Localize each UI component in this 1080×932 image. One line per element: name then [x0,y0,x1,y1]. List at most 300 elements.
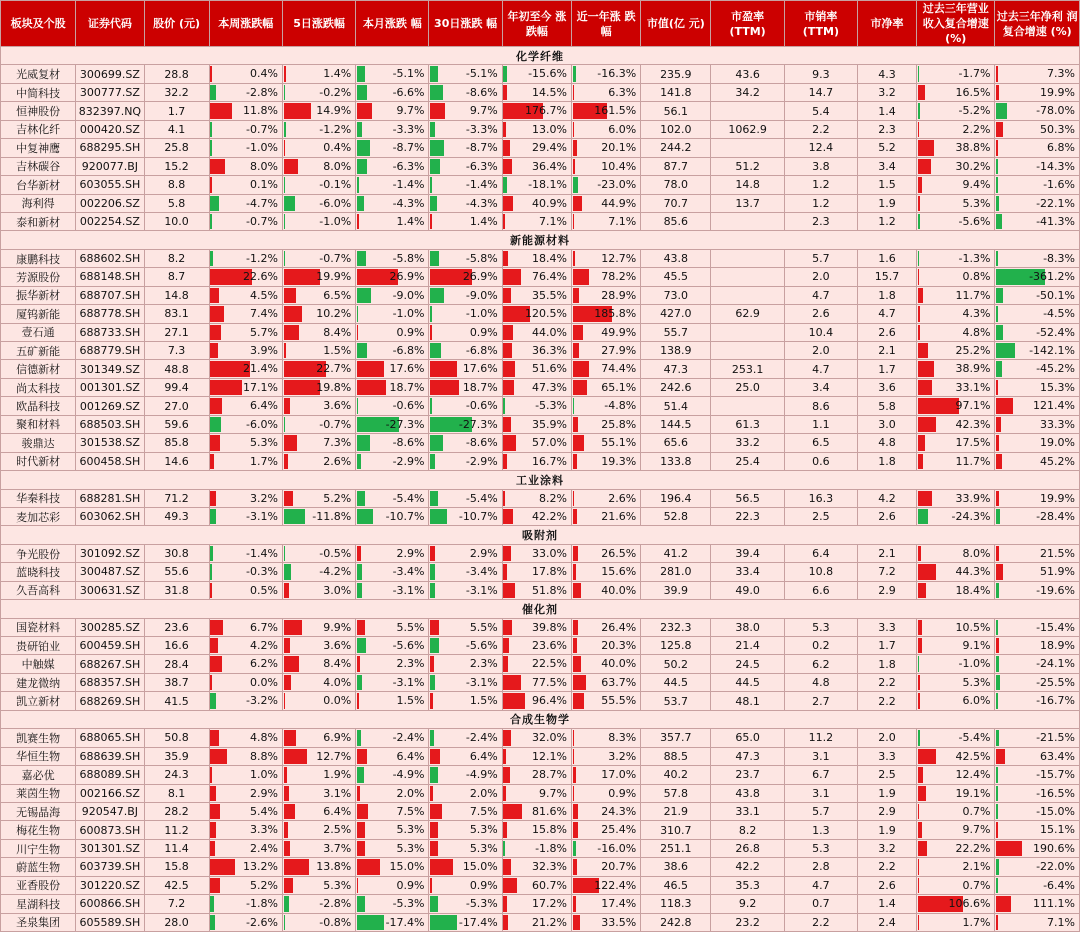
value-np_cagr: 18.9% [1040,639,1075,652]
value-np_cagr: 7.1% [1047,915,1075,929]
cell-pe: 38.0 [711,618,784,636]
value-ytd: 16.7% [532,454,567,468]
value-week: -1.8% [246,897,278,911]
value-month: 2.3% [396,657,425,671]
cell-ytd [502,802,571,820]
value-d5: 6.5% [323,288,352,302]
value-d5: 3.7% [323,841,352,855]
cell-mcap: 38.6 [641,858,711,876]
value-ytd: 96.4% [532,694,567,708]
cell-y1 [571,83,640,101]
value-month: 18.7% [389,380,425,394]
section-title: 工业涂料 [1,471,1080,489]
cell-ps: 12.4 [784,139,857,157]
cell-y1 [571,268,640,286]
cell-ytd [502,876,571,894]
value-week: -3.1% [246,509,278,523]
cell-rev_cagr [917,305,995,323]
value-month: 26.9% [389,270,425,284]
value-rev_cagr: 9.4% [962,178,991,192]
value-d5: -0.7% [319,251,352,265]
value-week: 6.2% [249,657,278,671]
cell-d30 [429,692,502,710]
cell-ytd [502,176,571,194]
header-name: 板块及个股 [1,1,76,47]
value-week: -3.2% [246,694,278,708]
cell-month [356,581,429,599]
value-ytd: 76.4% [532,270,567,284]
cell-code: 600866.SH [76,895,144,913]
cell-month [356,212,429,230]
value-d5: 3.6% [323,639,352,652]
value-ytd: 17.2% [532,897,567,911]
header-pb: 市净率 [858,1,917,47]
value-d5: 0.4% [323,141,352,155]
cell-d5 [282,397,355,415]
cell-mcap: 44.5 [641,673,711,691]
cell-ytd [502,102,571,120]
value-d30: -0.6% [465,399,498,413]
value-week: 22.6% [242,270,278,284]
cell-ps: 2.3 [784,212,857,230]
stock-name: 华恒生物 [1,747,76,765]
cell-ps: 4.7 [784,876,857,894]
table-row [1,342,1080,360]
cell-y1 [571,65,640,83]
cell-week [209,618,282,636]
value-d5: -0.2% [319,85,352,99]
cell-rev_cagr [917,323,995,341]
cell-d5 [282,83,355,101]
cell-month [356,858,429,876]
cell-pb: 3.4 [858,157,917,175]
value-rev_cagr: 42.5% [955,749,991,763]
table-row [1,876,1080,894]
cell-week [209,176,282,194]
cell-month [356,618,429,636]
cell-y1 [571,839,640,857]
value-ytd: 9.7% [539,786,567,800]
value-month: -2.9% [392,454,425,468]
value-d30: -2.9% [465,454,498,468]
value-d5: 2.6% [323,454,352,468]
value-ytd: 81.6% [532,804,567,818]
cell-price: 24.3 [144,766,209,784]
cell-ps: 3.1 [784,747,857,765]
value-ytd: 35.5% [532,288,567,302]
value-d30: 6.4% [469,749,498,763]
cell-d5 [282,655,355,673]
value-y1: 185.8% [594,307,637,321]
cell-ytd [502,581,571,599]
cell-code: 300285.SZ [76,618,144,636]
cell-code: 002254.SZ [76,212,144,230]
cell-y1 [571,784,640,802]
cell-week [209,729,282,747]
cell-d30 [429,637,502,655]
table-row [1,913,1080,931]
cell-d5 [282,434,355,452]
cell-d30 [429,747,502,765]
cell-ps: 8.6 [784,397,857,415]
section-row [1,526,1080,544]
value-week: 0.0% [249,675,278,689]
value-week: 3.2% [249,491,278,505]
value-ytd: 21.2% [532,915,567,929]
cell-month [356,305,429,323]
value-d30: -5.8% [465,251,498,265]
cell-rev_cagr [917,360,995,378]
table-row [1,692,1080,710]
value-ytd: 176.7% [525,104,567,118]
table-row [1,452,1080,470]
cell-mcap: 102.0 [641,120,711,138]
cell-month [356,194,429,212]
cell-rev_cagr [917,489,995,507]
value-month: 5.3% [396,841,425,855]
value-y1: 6.0% [608,122,637,136]
table-row [1,305,1080,323]
value-d30: -5.3% [465,897,498,911]
cell-ytd [502,655,571,673]
table-row [1,581,1080,599]
value-d5: 22.7% [316,362,352,376]
cell-month [356,637,429,655]
cell-d5 [282,323,355,341]
cell-d30 [429,378,502,396]
cell-month [356,415,429,433]
cell-np_cagr [995,858,1080,876]
cell-d30 [429,176,502,194]
cell-rev_cagr [917,157,995,175]
cell-pb: 2.0 [858,729,917,747]
value-np_cagr: -19.6% [1036,583,1075,597]
stock-name: 莱茵生物 [1,784,76,802]
cell-month [356,83,429,101]
value-rev_cagr: 97.1% [955,399,991,413]
value-month: -5.6% [392,639,425,652]
cell-d5 [282,212,355,230]
value-ytd: 17.8% [532,565,567,579]
cell-price: 5.8 [144,194,209,212]
cell-week [209,212,282,230]
cell-ps: 10.8 [784,563,857,581]
value-month: -3.1% [392,583,425,597]
table-row [1,83,1080,101]
value-d30: 26.9% [462,270,498,284]
cell-ps: 2.7 [784,692,857,710]
cell-ps: 1.2 [784,194,857,212]
cell-ps: 5.3 [784,839,857,857]
cell-pe: 21.4 [711,637,784,655]
value-np_cagr: 19.0% [1040,436,1075,450]
value-d30: -3.3% [465,122,498,136]
value-ytd: 28.7% [532,768,567,782]
cell-pb: 4.2 [858,489,917,507]
table-row [1,176,1080,194]
value-d30: 7.5% [469,804,498,818]
value-rev_cagr: 38.9% [955,362,991,376]
cell-ytd [502,858,571,876]
cell-pe: 1062.9 [711,120,784,138]
stock-name: 海利得 [1,194,76,212]
value-d5: 5.2% [323,491,352,505]
value-ytd: 33.0% [532,546,567,560]
value-week: -2.8% [246,85,278,99]
value-rev_cagr: 19.1% [955,786,991,800]
cell-pb: 2.6 [858,507,917,525]
value-d5: 1.9% [323,768,352,782]
value-month: 1.4% [396,214,425,228]
cell-price: 50.8 [144,729,209,747]
cell-d5 [282,194,355,212]
cell-pe: 51.2 [711,157,784,175]
stock-name: 圣泉集团 [1,913,76,931]
cell-mcap: 45.5 [641,268,711,286]
header-30d-change: 30日涨跌 幅 [429,1,502,47]
value-y1: 15.6% [601,565,637,579]
cell-month [356,452,429,470]
value-ytd: 39.8% [532,620,567,634]
cell-price: 30.8 [144,544,209,562]
cell-mcap: 85.6 [641,212,711,230]
header-price: 股价 (元) [144,1,209,47]
cell-price: 42.5 [144,876,209,894]
value-d30: -4.3% [465,196,498,210]
table-row [1,397,1080,415]
cell-ytd [502,157,571,175]
cell-pe [711,102,784,120]
stock-name: 厦钨新能 [1,305,76,323]
value-rev_cagr: -5.4% [958,731,991,745]
value-rev_cagr: 25.2% [955,344,991,357]
cell-d5 [282,544,355,562]
value-week: 7.4% [249,307,278,321]
value-week: -2.6% [246,915,278,929]
value-y1: 78.2% [601,270,637,284]
cell-y1 [571,821,640,839]
cell-week [209,544,282,562]
header-ps: 市销率 (TTM) [784,1,857,47]
cell-y1 [571,489,640,507]
cell-mcap: 41.2 [641,544,711,562]
value-ytd: 29.4% [532,141,567,155]
cell-mcap: 141.8 [641,83,711,101]
cell-np_cagr [995,489,1080,507]
cell-price: 15.2 [144,157,209,175]
cell-d5 [282,452,355,470]
value-week: -0.3% [246,565,278,579]
cell-code: 600458.SH [76,452,144,470]
value-y1: 25.4% [601,823,637,837]
cell-y1 [571,102,640,120]
cell-d30 [429,323,502,341]
value-rev_cagr: -1.0% [958,657,991,671]
value-d30: -5.4% [465,491,498,505]
value-week: -1.2% [246,251,278,265]
cell-np_cagr [995,839,1080,857]
cell-week [209,637,282,655]
value-np_cagr: -6.4% [1043,878,1075,892]
value-d5: 0.0% [323,694,352,708]
cell-d30 [429,913,502,931]
value-np_cagr: -14.3% [1036,159,1075,173]
cell-price: 8.2 [144,249,209,267]
cell-pe: 33.1 [711,802,784,820]
stock-name: 五矿新能 [1,342,76,360]
cell-y1 [571,286,640,304]
cell-month [356,268,429,286]
cell-price: 14.8 [144,286,209,304]
cell-price: 7.3 [144,342,209,360]
value-week: 0.4% [249,67,278,81]
cell-month [356,821,429,839]
cell-code: 688503.SH [76,415,144,433]
cell-y1 [571,323,640,341]
value-week: 13.2% [242,860,278,874]
cell-pb: 3.2 [858,83,917,101]
cell-price: 8.1 [144,784,209,802]
cell-ytd [502,249,571,267]
cell-pe: 49.0 [711,581,784,599]
cell-week [209,673,282,691]
value-d30: 1.5% [469,694,498,708]
cell-ytd [502,507,571,525]
cell-pb: 3.3 [858,747,917,765]
cell-d30 [429,895,502,913]
cell-pb: 2.1 [858,544,917,562]
table-row [1,139,1080,157]
cell-np_cagr [995,673,1080,691]
cell-pe [711,212,784,230]
value-y1: 12.7% [601,251,637,265]
cell-ps: 1.1 [784,415,857,433]
value-np_cagr: -15.7% [1036,768,1075,782]
cell-pb: 2.1 [858,342,917,360]
cell-mcap: 40.2 [641,766,711,784]
cell-month [356,397,429,415]
cell-price: 48.8 [144,360,209,378]
cell-month [356,360,429,378]
table-row [1,249,1080,267]
value-np_cagr: -15.0% [1036,804,1075,818]
stock-name: 凯赛生物 [1,729,76,747]
cell-ps: 5.3 [784,618,857,636]
stock-name: 振华新材 [1,286,76,304]
cell-np_cagr [995,360,1080,378]
value-d5: -2.8% [319,897,352,911]
stock-name: 芳源股份 [1,268,76,286]
cell-ytd [502,544,571,562]
value-np_cagr: 121.4% [1033,399,1075,413]
table-row [1,157,1080,175]
cell-month [356,378,429,396]
stock-name: 时代新材 [1,452,76,470]
cell-week [209,157,282,175]
cell-code: 688602.SH [76,249,144,267]
cell-price: 11.4 [144,839,209,857]
section-title: 化学纤维 [1,47,1080,65]
cell-d30 [429,876,502,894]
cell-rev_cagr [917,673,995,691]
value-rev_cagr: -1.3% [958,251,991,265]
cell-pe: 35.3 [711,876,784,894]
cell-week [209,895,282,913]
cell-pb: 1.8 [858,655,917,673]
value-d30: 5.3% [469,841,498,855]
cell-d30 [429,434,502,452]
stock-name: 麦加芯彩 [1,507,76,525]
value-week: 4.8% [249,731,278,745]
cell-mcap: 196.4 [641,489,711,507]
cell-ytd [502,342,571,360]
value-y1: 161.5% [594,104,637,118]
cell-ps: 1.3 [784,821,857,839]
value-week: -0.7% [246,214,278,228]
value-week: 3.9% [249,344,278,357]
cell-pb: 4.8 [858,434,917,452]
cell-d5 [282,120,355,138]
value-y1: 7.1% [608,214,637,228]
cell-rev_cagr [917,692,995,710]
value-ytd: 36.4% [532,159,567,173]
cell-week [209,397,282,415]
cell-d5 [282,802,355,820]
value-d30: -8.6% [465,436,498,450]
value-month: 9.7% [396,104,425,118]
value-rev_cagr: 2.1% [962,860,991,874]
cell-rev_cagr [917,766,995,784]
cell-d30 [429,618,502,636]
cell-code: 688639.SH [76,747,144,765]
cell-y1 [571,637,640,655]
value-y1: 3.2% [608,749,637,763]
header-5d-change: 5日涨跌幅 [282,1,355,47]
cell-pe: 23.2 [711,913,784,931]
cell-d5 [282,249,355,267]
cell-code: 300699.SZ [76,65,144,83]
value-month: -5.1% [392,67,425,81]
table-row [1,766,1080,784]
cell-ytd [502,766,571,784]
cell-ytd [502,120,571,138]
cell-ytd [502,821,571,839]
cell-week [209,305,282,323]
cell-rev_cagr [917,286,995,304]
cell-price: 32.2 [144,83,209,101]
cell-mcap: 43.8 [641,249,711,267]
cell-rev_cagr [917,839,995,857]
cell-y1 [571,802,640,820]
cell-np_cagr [995,581,1080,599]
value-month: -3.3% [392,122,425,136]
table-row [1,323,1080,341]
value-rev_cagr: 9.1% [962,639,991,652]
cell-pb: 5.8 [858,397,917,415]
cell-np_cagr [995,176,1080,194]
value-rev_cagr: 22.2% [955,841,991,855]
cell-d30 [429,673,502,691]
value-d30: -5.1% [465,67,498,81]
cell-pe [711,342,784,360]
cell-np_cagr [995,766,1080,784]
cell-rev_cagr [917,434,995,452]
stock-name: 光威复材 [1,65,76,83]
cell-pe: 25.0 [711,378,784,396]
cell-rev_cagr [917,821,995,839]
stock-name: 骏鼎达 [1,434,76,452]
value-d30: -2.4% [465,731,498,745]
